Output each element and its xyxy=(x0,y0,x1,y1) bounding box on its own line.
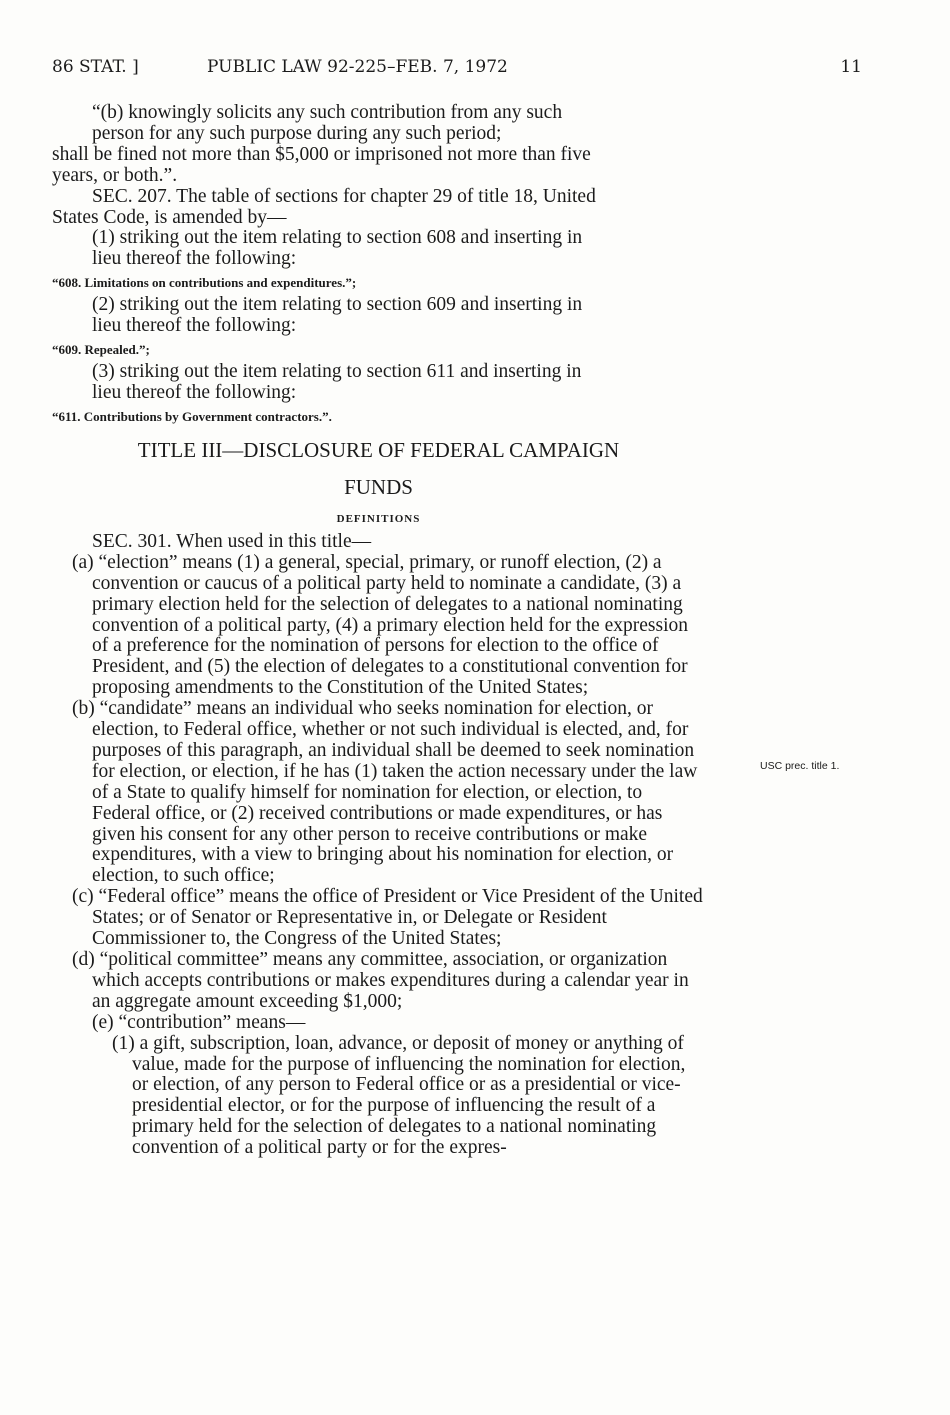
page-number: 11 xyxy=(840,57,862,77)
text-line: lieu thereof the following: xyxy=(92,381,297,403)
text-line: years, or both.”. xyxy=(52,164,178,186)
text-line: lieu thereof the following: xyxy=(92,248,297,270)
text-line: person for any such purpose during any such period; xyxy=(92,122,502,144)
text-line: “609. Repealed.”; xyxy=(52,342,150,358)
text-line: DEFINITIONS xyxy=(336,512,421,525)
text-line: (e) “contribution” means— xyxy=(92,1011,306,1033)
document-body xyxy=(52,103,705,1159)
running-header xyxy=(52,57,862,83)
text-line: shall be fined not more than $5,000 or imprisoned not more than five xyxy=(52,143,591,165)
text-line: lieu thereof the following: xyxy=(92,315,297,337)
text-line: (1) a gift, subscription, loan, advance, or deposit of money or anything of value, made for the purpose of influencing the nomination for election, or election, of any person to Federal office or as a presidential or vice-presidential elector, or for the purpose of influencing the result of a primary held for the selection of delegates to a national nominating convention of a political party or for the expres- xyxy=(112,1032,686,1159)
text-line: States Code, is amended by— xyxy=(52,206,287,228)
text-line: (3) striking out the item relating to section 611 and inserting in xyxy=(92,361,582,383)
margin-note: USC prec. title 1. xyxy=(760,760,840,772)
text-line: “(b) knowingly solicits any such contribution from any such xyxy=(92,102,563,123)
text-line: (a) “election” means (1) a general, special, primary, or runoff election, (2) a convention or caucus of a political party held to nominate a candidate, (3) a primary election held for the selection of delegates to a national nominating convention of a political party, (4) a primary election held for the expression of a preference for the nomination of persons for election to the office of President, and (5) the election of delegates to a constitutional convention for proposing amendments to the Constitution of the United States; xyxy=(72,551,688,699)
text-line: (b) “candidate” means an individual who seeks nomination for election, or election, to Federal office, whether or not such individual is elected, and, for purposes of this paragraph, an individual shall be deemed to seek nomination for election, or election, if he has (1) taken the action necessary under the law of a State to qualify himself for nomination for election, or election, to Federal office, or (2) received contributions or made expenditures, or has given his consent for any other person to receive contributions or make expenditures, with a view to bringing about his nomination for election, or election, to such office; xyxy=(72,698,698,887)
text-line: SEC. 207. The table of sections for chapter 29 of title 18, United xyxy=(92,185,596,207)
text-line: “608. Limitations on contributions and expenditures.”; xyxy=(52,275,357,291)
volume-citation: 86 STAT. ] xyxy=(52,57,139,77)
text-line: SEC. 301. When used in this title— xyxy=(92,530,372,552)
law-title: PUBLIC LAW 92-225–FEB. 7, 1972 xyxy=(207,57,508,77)
text-line: “611. Contributions by Government contractors.”. xyxy=(52,408,332,424)
text-line: TITLE III—DISCLOSURE OF FEDERAL CAMPAIGN xyxy=(137,437,620,462)
text-line: (1) striking out the item relating to section 608 and inserting in xyxy=(92,227,583,249)
text-line: FUNDS xyxy=(344,474,413,499)
text-line: (d) “political committee” means any committee, association, or organization which accepts contributions or makes expenditures during a calendar year in an aggregate amount exceeding $1,000; xyxy=(72,949,689,1012)
text-line: (c) “Federal office” means the office of President or Vice President of the United States; or of Senator or Representative in, or Delegate or Resident Commissioner to, the Congress of the United States; xyxy=(72,886,703,950)
text-line: (2) striking out the item relating to section 609 and inserting in xyxy=(92,294,583,316)
